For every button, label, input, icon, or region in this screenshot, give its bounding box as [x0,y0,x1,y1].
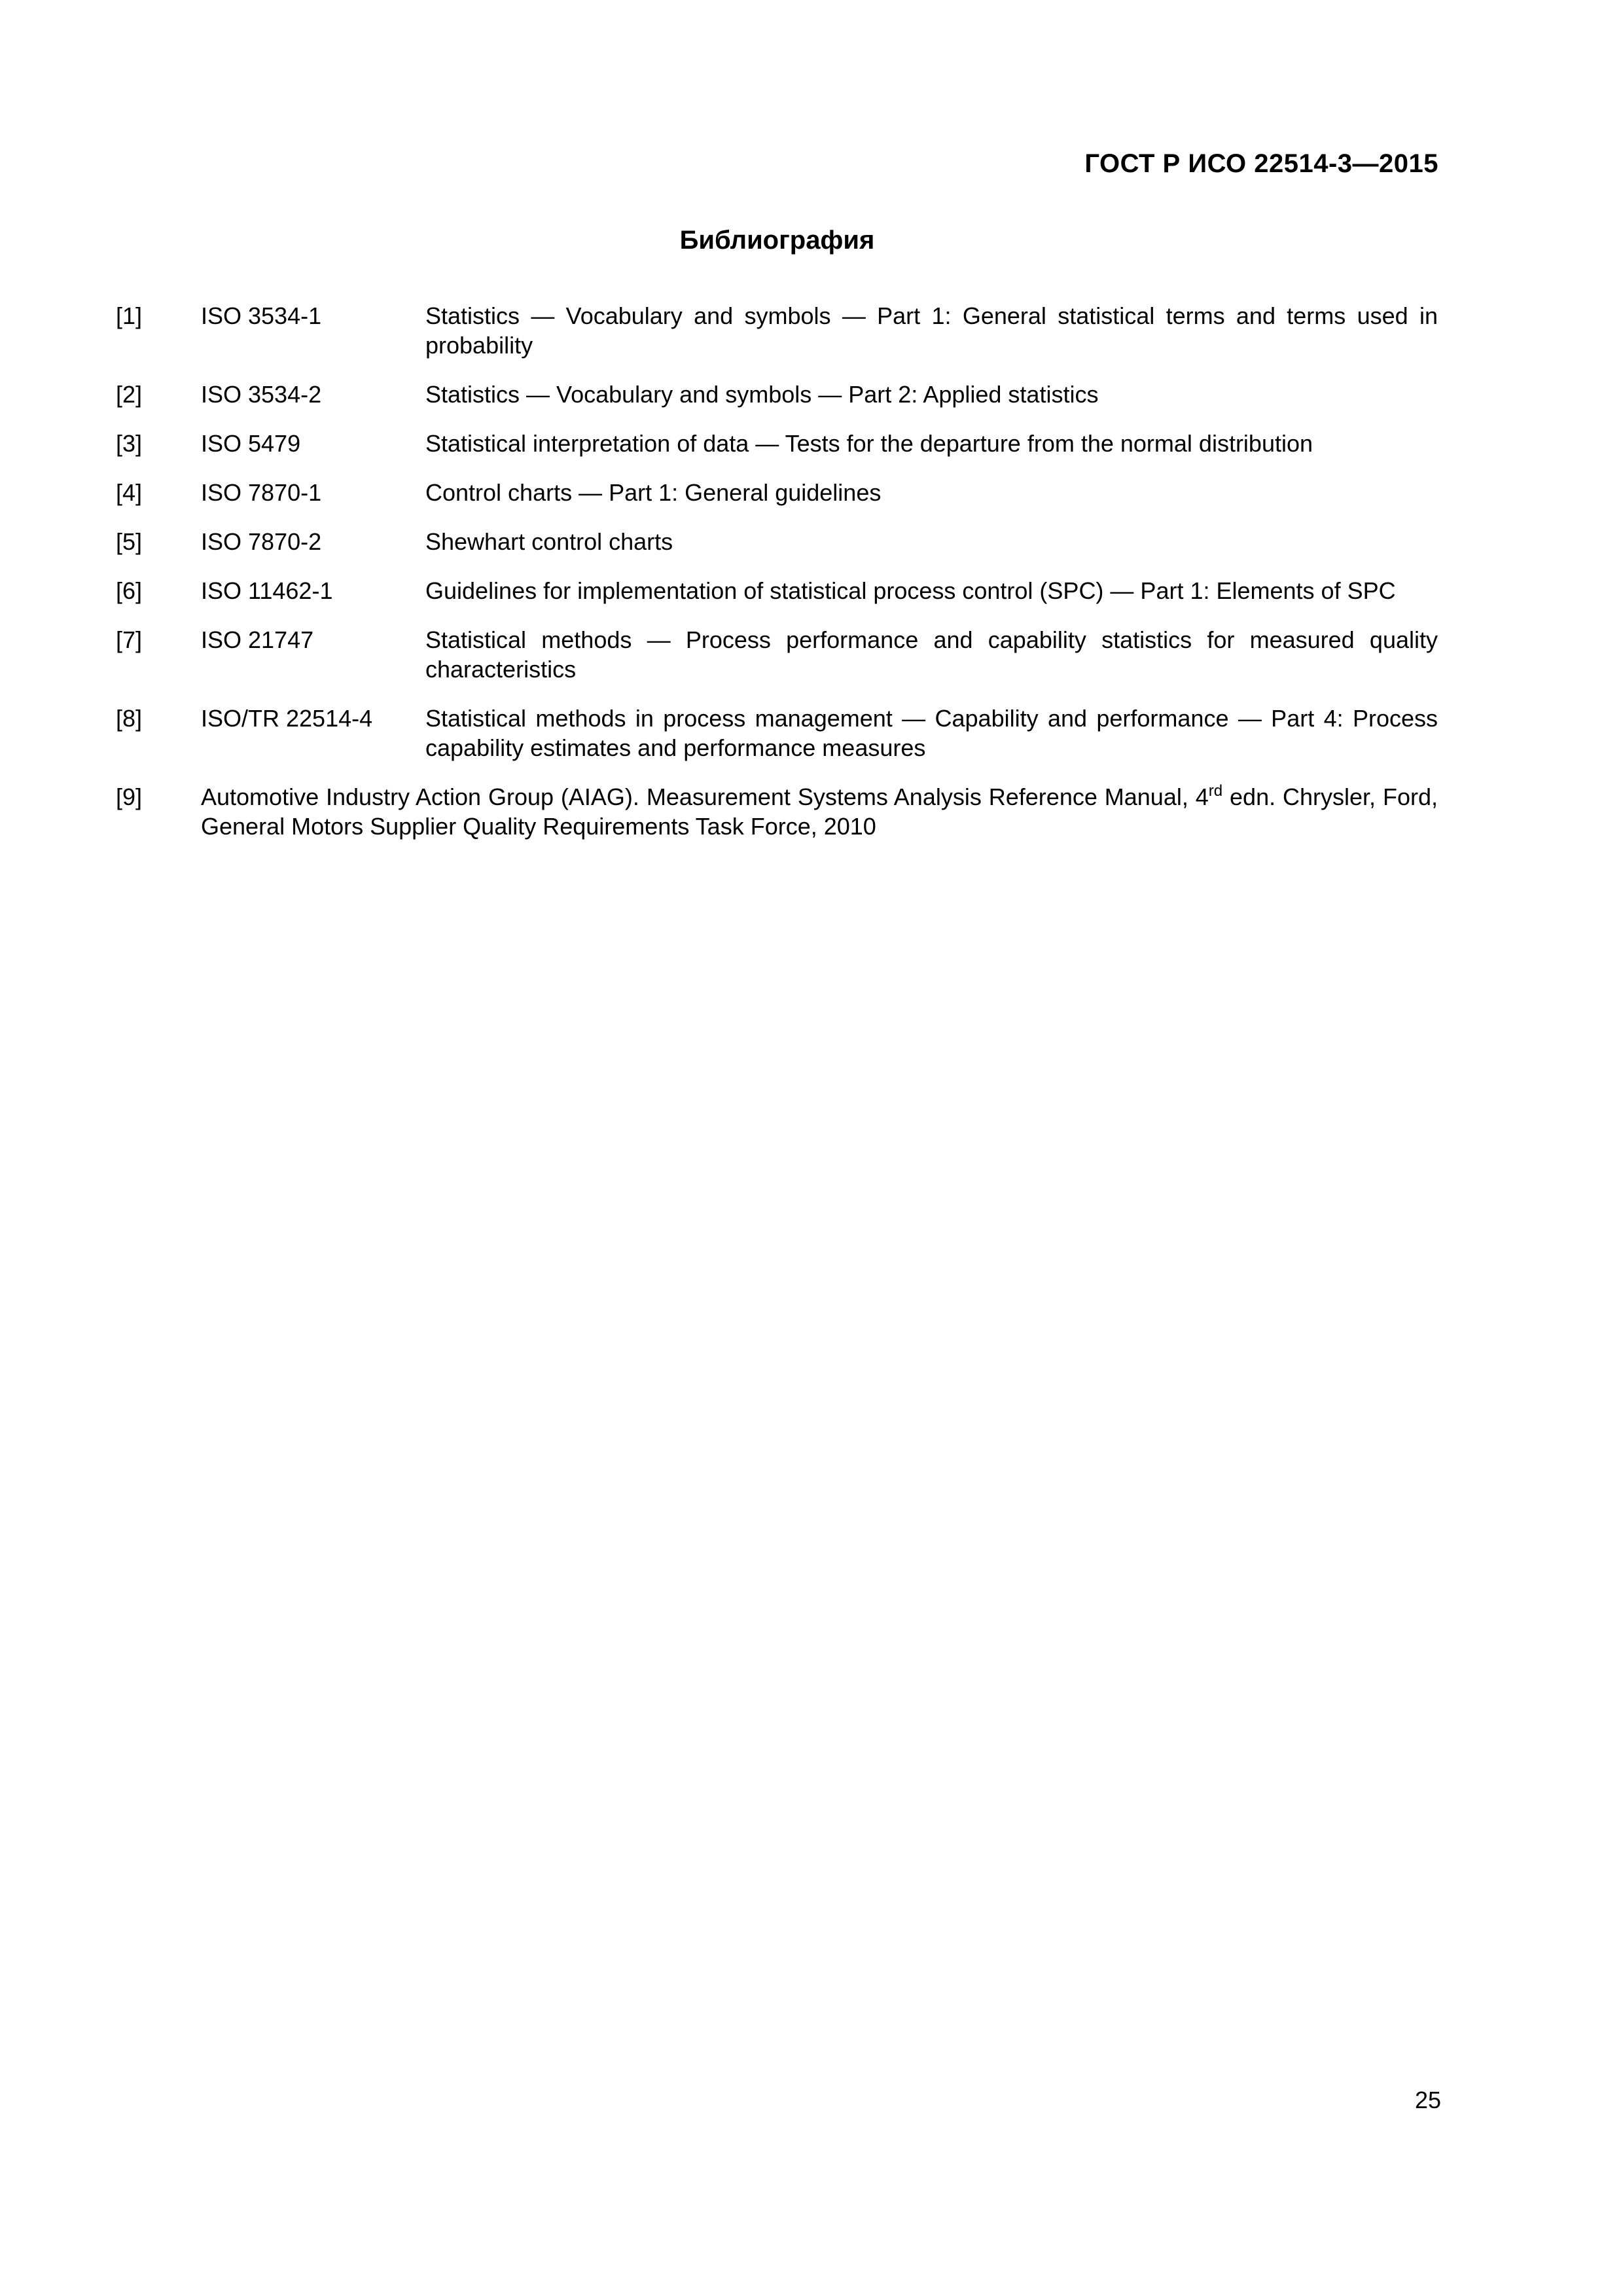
bibliography-entry [116,478,1438,507]
bibliography-entry [116,704,1438,762]
entry-standard-code: ISO 3534-2 [201,381,322,408]
bibliography-entry [116,782,1438,841]
entry-standard-code: ISO 7870-1 [201,479,322,506]
entry-title: Statistics — Vocabulary and symbols — Part 2: Applied statistics [425,381,1099,408]
entry-number: [8] [116,705,143,732]
entry-title: Control charts — Part 1: General guidelines [425,479,882,506]
entry-standard-code: ISO 5479 [201,430,301,457]
entry-text-part: Automotive Industry Action Group (AIAG). Measurement Systems Analysis Reference Manual, 4 [201,783,1209,810]
section-title: Библиография [679,226,875,255]
entry-number: [1] [116,302,143,329]
document-code: ГОСТ Р ИСО 22514-3—2015 [1084,149,1438,178]
entry-number: [6] [116,577,143,604]
entry-full-reference [201,782,1438,841]
entry-title: Statistical methods — Process performance and capability statistics for measured quality characteristics [425,626,1438,683]
entry-number: [4] [116,479,143,506]
entry-number: [5] [116,528,143,555]
entry-text-part: edn. Chrysler, Ford, General Motors Supplier Quality Requirements Task Force, 2010 [201,783,1438,840]
bibliography-entry [116,429,1438,458]
entry-number: [9] [116,783,143,810]
entry-title: Statistical methods in process management — Capability and performance — Part 4: Process capability estimates and performance measures [425,705,1438,761]
bibliography-entry [116,576,1438,605]
bibliography-list [116,301,1438,861]
entry-standard-code: ISO 11462-1 [201,577,333,604]
entry-standard-code: ISO/TR 22514-4 [201,705,373,732]
entry-standard-code: ISO 3534-1 [201,302,322,329]
bibliography-entry [116,380,1438,409]
bibliography-entry [116,625,1438,684]
entry-number: [3] [116,430,143,457]
entry-title: Shewhart control charts [425,528,673,555]
entry-superscript: rd [1208,782,1223,800]
entry-number: [2] [116,381,143,408]
entry-title: Statistics — Vocabulary and symbols — Part 1: General statistical terms and terms used in probability [425,302,1438,359]
entry-standard-code: ISO 21747 [201,626,314,653]
entry-number: [7] [116,626,143,653]
bibliography-entry [116,301,1438,360]
bibliography-entry [116,527,1438,556]
page-number: 25 [1414,2087,1441,2113]
entry-title: Guidelines for implementation of statistical process control (SPC) — Part 1: Elements of SPC [425,577,1396,604]
entry-standard-code: ISO 7870-2 [201,528,322,555]
entry-title: Statistical interpretation of data — Tests for the departure from the normal distribution [425,430,1313,457]
